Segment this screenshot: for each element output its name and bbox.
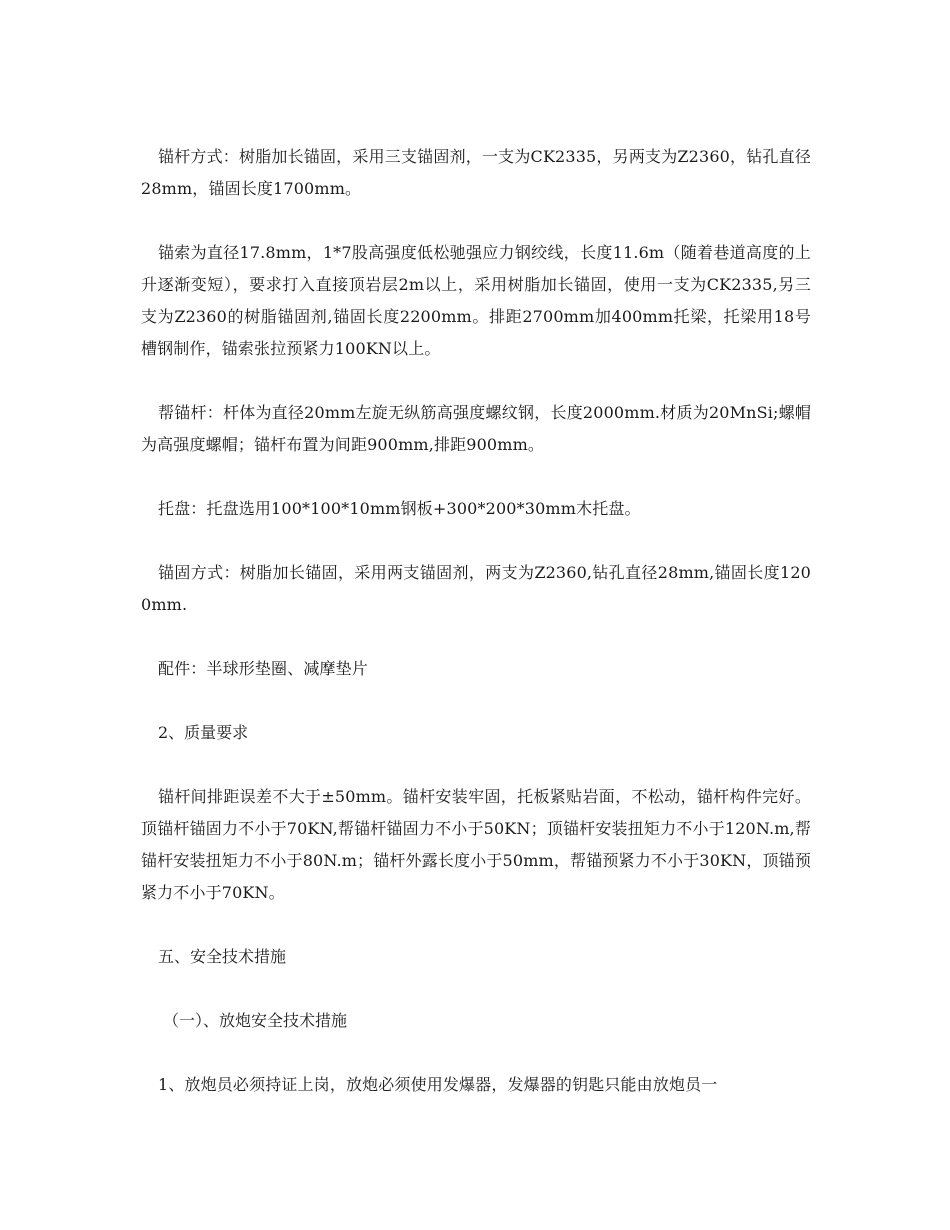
- paragraph-blasting-item-1: 1、放炮员必须持证上岗，放炮必须使用发爆器，发爆器的钥匙只能由放炮员一: [158, 1075, 718, 1094]
- paragraph-quality-requirements: 锚杆间排距误差不大于±50mm。锚杆安装牢固，托板紧贴岩面，不松动，锚杆构件完好。顶锚杆锚固力不小于70KN,帮锚杆锚固力不小于50KN；顶锚杆安装扭矩力不小于120N.m,帮锚杆安装扭矩力不小于80N.m；锚杆外露长度小于50mm，帮锚预紧力不小于30KN，顶锚预紧力不小于70KN。: [141, 787, 811, 902]
- subsection-heading-blasting: （一）、放炮安全技术措施: [163, 1011, 348, 1030]
- paragraph-bolt-method: 锚杆方式：树脂加长锚固，采用三支锚固剂，一支为CK2335，另两支为Z2360，钻孔直径28mm，锚固长度1700mm。: [141, 147, 811, 198]
- section-heading-safety: 五、安全技术措施: [158, 947, 287, 966]
- paragraph-side-bolt: 帮锚杆：杆体为直径20mm左旋无纵筋高强度螺纹钢，长度2000mm.材质为20MnSi;螺帽为高强度螺帽；锚杆布置为间距900mm,排距900mm。: [141, 403, 811, 454]
- paragraph-anchor-cable: 锚索为直径17.8mm，1*7股高强度低松驰强应力钢绞线，长度11.6m（随着巷道高度的上升逐渐变短），要求打入直接顶岩层2m以上，采用树脂加长锚固，使用一支为CK2335,另三支为Z2360的树脂锚固剂,锚固长度2200mm。排距2700mm加400mm托梁，托梁用18号槽钢制作，锚索张拉预紧力100KN以上。: [141, 243, 811, 358]
- paragraph-tray: 托盘：托盘选用100*100*10mm钢板+300*200*30mm木托盘。: [158, 499, 641, 518]
- document-body: [141, 141, 811, 1101]
- section-heading-quality: 2、质量要求: [158, 723, 249, 742]
- paragraph-fittings: 配件：半球形垫圈、减摩垫片: [158, 659, 368, 678]
- paragraph-anchoring-method: 锚固方式：树脂加长锚固，采用两支锚固剂，两支为Z2360,钻孔直径28mm,锚固长度1200mm.: [141, 563, 811, 614]
